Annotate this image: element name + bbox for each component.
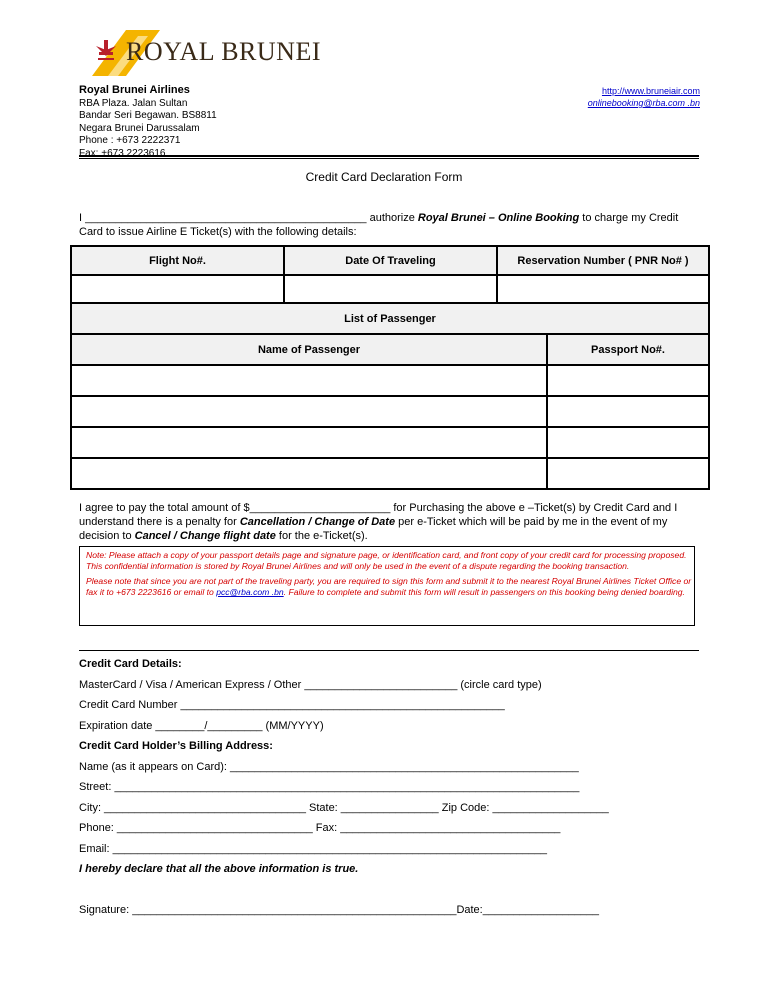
header-divider [79, 155, 699, 157]
declaration-statement: I hereby declare that all the above information is true. [79, 863, 359, 875]
name-of-passenger-header: Name of Passenger [71, 334, 547, 365]
note-text: Please note that since you are not part of the traveling party, you are required to sign this form and submit it to the nearest Royal Brunei Airlines Ticket Office or fax it to +673 2223616 or email to [86, 576, 692, 597]
address-line: RBA Plaza. Jalan Sultan [79, 97, 188, 109]
street-field[interactable]: Street: ____________________________________________________________________________ [79, 781, 580, 793]
address-line: Bandar Seri Begawan. BS8811 [79, 110, 217, 121]
cancel-change-flight-term: Cancel / Change flight date [134, 530, 276, 542]
passport-no-cell[interactable] [547, 365, 709, 396]
important-note-box [79, 546, 695, 626]
flight-no-header: Flight No#. [71, 246, 284, 275]
list-of-passenger-title: List of Passenger [71, 303, 709, 334]
email-link[interactable]: onlinebooking@rba.com .bn [587, 98, 700, 108]
section-divider [79, 650, 699, 651]
signature-date-field[interactable]: Signature: _____________________________________________________Date:___________________ [79, 904, 599, 916]
authorize-prefix: I ______________________________________________ authorize [79, 212, 418, 224]
agreement-paragraph [79, 501, 699, 543]
authorize-suffix: to charge my Credit [579, 212, 679, 224]
flight-no-cell[interactable] [71, 275, 284, 303]
authorization-paragraph [79, 211, 699, 239]
company-address-block [79, 84, 217, 160]
card-type-field[interactable]: MasterCard / Visa / American Express / Other _________________________ (circle card type) [79, 679, 542, 691]
note-paragraph-2 [86, 576, 694, 598]
agreement-line1: I agree to pay the total amount of $_______________________ for Purchasing the above e –Ticket(s) by Credit Card and I [79, 502, 678, 514]
header-divider-thin [79, 158, 699, 159]
date-of-traveling-header: Date Of Traveling [284, 246, 497, 275]
cardholder-name-field[interactable]: Name (as it appears on Card): _________________________________________________________ [79, 761, 579, 773]
authorize-line2: Card to issue Airline E Ticket(s) with the following details: [79, 226, 357, 238]
agreement-text: for the e-Ticket(s). [275, 530, 368, 542]
passenger-name-cell[interactable] [71, 458, 547, 489]
company-name: Royal Brunei Airlines [79, 84, 190, 96]
website-link[interactable]: http://www.bruneiair.com [601, 86, 700, 96]
passport-no-header: Passport No#. [547, 334, 709, 365]
phone-line: Phone : +673 2222371 [79, 135, 181, 146]
agreement-text: per e-Ticket which will be paid by me in the event of my [395, 516, 668, 528]
note-paragraph-1: Note: Please attach a copy of your passport details page and signature page, or identification card, and front copy of your credit card for processing proposed. This confidential information is stored by Royal Brunei Airlines and will only be used in the event of a dispute regarding the booking transaction. [86, 550, 687, 571]
reservation-number-header: Reservation Number ( PNR No# ) [497, 246, 709, 275]
billing-address-heading: Credit Card Holder’s Billing Address: [79, 740, 273, 752]
cancellation-change-term: Cancellation / Change of Date [239, 516, 396, 528]
passenger-table [70, 302, 710, 490]
pcc-email-link[interactable]: pcc@rba.com .bn [216, 587, 284, 597]
passport-no-cell[interactable] [547, 396, 709, 427]
phone-fax-field[interactable]: Phone: ________________________________ Fax: ____________________________________ [79, 822, 561, 834]
passport-no-cell[interactable] [547, 458, 709, 489]
credit-card-details-heading: Credit Card Details: [79, 658, 182, 670]
authorize-brand: Royal Brunei – Online Booking [417, 212, 580, 224]
agreement-text: understand there is a penalty for [79, 516, 240, 528]
form-title: Credit Card Declaration Form [305, 170, 463, 184]
note-text: . Failure to complete and submit this form will result in passengers on this booking being denied boarding. [283, 587, 685, 597]
card-number-field[interactable]: Credit Card Number _____________________________________________________ [79, 699, 505, 711]
royal-brunei-logo [78, 28, 321, 80]
passport-no-cell[interactable] [547, 427, 709, 458]
agreement-text: decision to [79, 530, 135, 542]
date-of-traveling-cell[interactable] [284, 275, 497, 303]
expiration-date-field[interactable]: Expiration date ________/_________ (MM/YYYY) [79, 720, 324, 732]
contact-links [588, 85, 700, 109]
city-state-zip-field[interactable]: City: _________________________________ State: ________________ Zip Code: ___________________ [79, 802, 609, 814]
fax-line: Fax: +673 2223616 [79, 147, 166, 159]
passenger-name-cell[interactable] [71, 396, 547, 427]
passenger-name-cell[interactable] [71, 365, 547, 396]
address-line: Negara Brunei Darussalam [79, 122, 200, 134]
logo-wordmark: ROYAL BRUNEI [126, 37, 321, 66]
reservation-number-cell[interactable] [497, 275, 709, 303]
email-field[interactable]: Email: _______________________________________________________________________ [79, 843, 547, 855]
flight-details-table [70, 245, 710, 304]
passenger-name-cell[interactable] [71, 427, 547, 458]
